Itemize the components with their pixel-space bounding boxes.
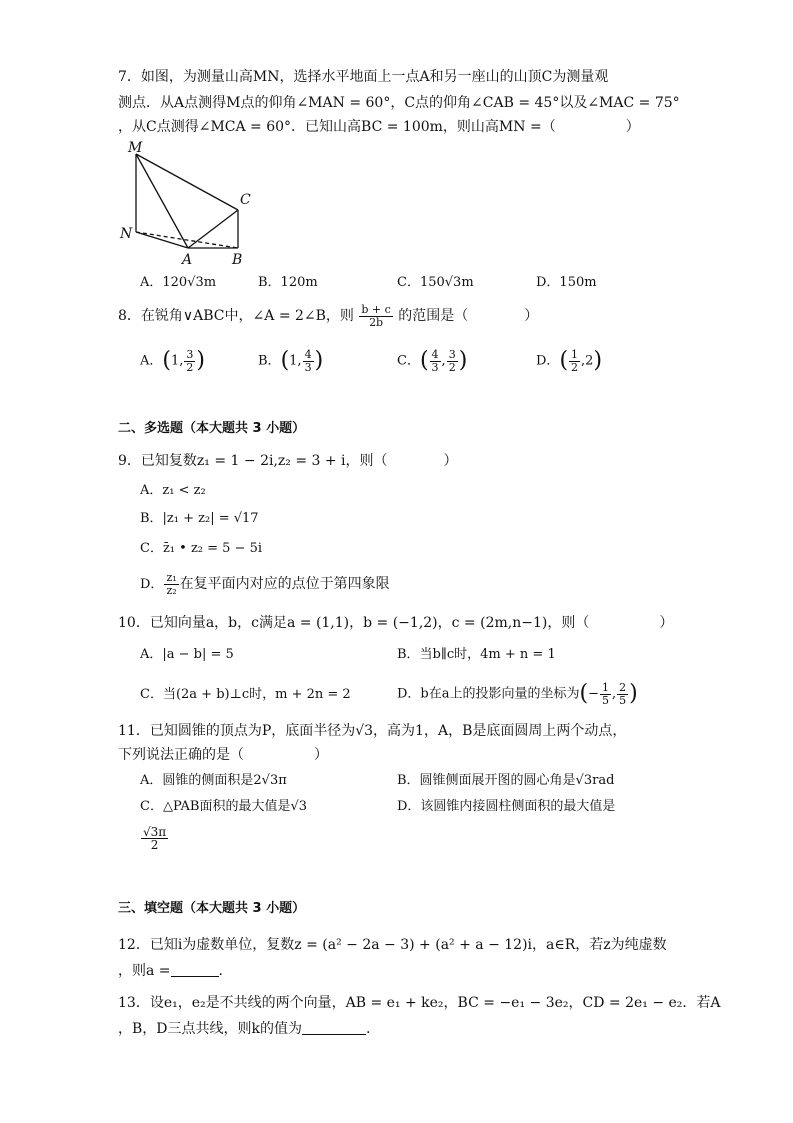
q8-stem-post: 的范围是（ ） (398, 308, 539, 324)
q13-stem-line2: ，B，D三点共线，则k的值为 . (118, 1021, 371, 1037)
q8-option-d-rest: ,2 (581, 353, 594, 369)
q8-option-d-n1: 1 (571, 347, 579, 361)
q10-option-d-text: D．b在a上的投影向量的坐标为 (397, 686, 580, 702)
q7-option-b: B．120m (258, 275, 318, 290)
q8-option-c: C．( $\frac{4}{3}$ , $\frac{3}{2}$ ) (397, 347, 468, 374)
section-heading-multiple-choice: 二、多选题（本大题共 3 小题） (118, 421, 306, 436)
q11-stem-line2: 下列说法正确的是（ ） (118, 747, 328, 763)
q9-option-c: C．z̄₁ • z₂ = 5 − 5i (140, 541, 263, 556)
q8-option-a-close: ) (196, 348, 205, 373)
q8-option-b-first: 1, (289, 353, 302, 369)
q10-option-d-d2: 5 (619, 693, 627, 707)
q8-option-c-open: ( (419, 348, 429, 373)
q11-option-d-num: √3π (143, 825, 167, 839)
q11-option-d-den: 2 (150, 838, 159, 852)
section-heading-fill-in: 三、填空题（本大题共 3 小题） (118, 901, 306, 916)
q11-option-b: B．圆锥侧面展开图的圆心角是√3rad (397, 773, 615, 788)
q9-option-d-label: D． (140, 577, 164, 592)
q7-option-d: D．150m (536, 275, 597, 290)
q8-option-c-close: ) (458, 348, 468, 373)
q10-option-a: A．|a − b| = 5 (140, 647, 234, 662)
q12-stem-line2: ，则a = . (118, 963, 223, 979)
q8-option-b-den: 3 (304, 360, 312, 374)
q10-option-d-frac2 (617, 682, 628, 707)
q10-option-b: B．当b∥c时，4m + n = 1 (397, 647, 556, 662)
q7-stem-line2: 测点．从A点测得M点的仰角∠MAN = 60°，C点的仰角∠CAB = 45°以及∠MAC = 75° (118, 95, 680, 111)
q8-option-d-label: D． (536, 353, 560, 369)
q8-option-c-d1: 3 (431, 360, 439, 374)
q8-option-a-den: 2 (186, 360, 194, 374)
q8-option-c-frac2 (447, 349, 458, 374)
q8-option-d-open: ( (559, 348, 569, 373)
q8-option-c-label: C． (397, 353, 420, 369)
q8-option-a-label: A． (140, 353, 163, 369)
q8-option-b (258, 346, 323, 377)
q7-stem-line1: 7．如图，为测量山高MN，选择水平地面上一点A和另一座山的山顶C为测量观 (118, 69, 609, 85)
q13-stem-line1: 13．设e₁，e₂是不共线的两个向量，AB = e₁ + ke₂，BC = −e₁ − 3e₂，CD = 2e₁ − e₂．若A (118, 995, 721, 1011)
q8-option-d-frac (569, 349, 580, 374)
q9-stem: 9．已知复数z₁ = 1 − 2i,z₂ = 3 + i，则（ ） (118, 453, 458, 469)
q9-option-b: B．|z₁ + z₂| = √17 (140, 511, 259, 526)
q8-option-b-num: 4 (304, 347, 312, 361)
q8-option-a-num: 3 (186, 347, 194, 361)
figure-label-b: B (232, 252, 243, 268)
q12-stem-line2-text: ，则a = (118, 963, 171, 979)
q8-option-c-d2: 2 (448, 360, 456, 374)
q8-fraction-num: b + c (361, 302, 391, 316)
figure-label-m: M (128, 140, 143, 156)
q11-option-d: D．该圆锥内接圆柱侧面积的最大值是 (397, 799, 616, 814)
q8-option-d-close: ) (593, 348, 603, 373)
q8-option-c-n2: 3 (448, 347, 456, 361)
q9-option-d-den: z₂ (166, 584, 177, 597)
q11-option-d-value (140, 826, 169, 851)
q12-stem-line1: 12．已知i为虚数单位，复数z = (a² − 2a − 3) + (a² + a − 12)i，a∈R，若z为纯虚数 (118, 937, 667, 953)
q10-option-d-n2: 2 (619, 680, 627, 694)
q8-option-a (140, 346, 205, 377)
q8-option-b-close: ) (314, 348, 324, 373)
q13-answer-blank[interactable] (302, 1020, 366, 1035)
q8-option-b-label: B． (258, 353, 281, 369)
q8-option-c-frac1 (430, 349, 441, 374)
q7-figure (116, 138, 266, 270)
figure-label-n: N (120, 226, 133, 242)
q10-stem: 10．已知向量a，b，c满足a = (1,1)，b = (−1,2)，c = (2m,n−1)，则（ ） (118, 615, 674, 631)
q8-option-d-d1: 2 (571, 360, 579, 374)
q8-option-a-open: ( (162, 348, 171, 373)
q10-option-d-d1: 5 (602, 693, 609, 707)
q10-option-d-n1: 1 (602, 680, 609, 694)
q9-option-d-frac (164, 572, 178, 597)
q8-stem (118, 302, 538, 330)
q8-fraction (359, 304, 392, 329)
q13-stem-line2-text: ，B，D三点共线，则k的值为 (118, 1021, 302, 1037)
q10-option-d-frac1 (600, 682, 611, 707)
q9-option-d-text: 在复平面内对应的点位于第四象限 (179, 576, 390, 592)
q8-fraction-den: 2b (369, 315, 384, 329)
q11-option-a: A．圆锥的侧面积是2√3π (140, 773, 287, 788)
q9-option-d-num: z₁ (166, 571, 177, 584)
q8-option-b-open: ( (280, 348, 290, 373)
figure-label-a: A (182, 252, 193, 268)
q9-option-d (140, 570, 390, 599)
q9-option-a: A．z₁ < z₂ (140, 483, 206, 498)
q8-option-a-frac (184, 349, 195, 374)
q8-option-c-n1: 4 (431, 347, 439, 361)
figure-label-c: C (240, 192, 251, 208)
q7-stem-line3: ，从C点测得∠MCA = 60°．已知山高BC = 100m，则山高MN =（ ） (118, 119, 640, 135)
q8-option-d (536, 346, 602, 377)
q11-option-d-frac (141, 826, 168, 851)
q11-option-c: C．△PAB面积的最大值是√3 (140, 799, 307, 814)
q11-stem-line1: 11．已知圆锥的顶点为P，底面半径为√3，高为1，A，B是底面圆周上两个动点， (118, 723, 627, 739)
q10-option-d: D．b在a上的投影向量的坐标为(− $\frac{1}{5}$ , $\frac{2}{5}$ ) (397, 680, 638, 707)
q8-stem-pre: 8．在锐角∨ABC中，∠A = 2∠B，则 (118, 308, 354, 324)
q10-option-c: C．当(2a + b)⊥c时，m + 2n = 2 (140, 687, 351, 702)
q8-option-a-first: 1, (170, 353, 184, 369)
q8-option-b-frac (303, 349, 314, 374)
q7-option-c: C．150√3m (397, 275, 474, 290)
q7-option-a: A．120√3m (140, 275, 217, 290)
q12-answer-blank[interactable] (171, 962, 219, 977)
